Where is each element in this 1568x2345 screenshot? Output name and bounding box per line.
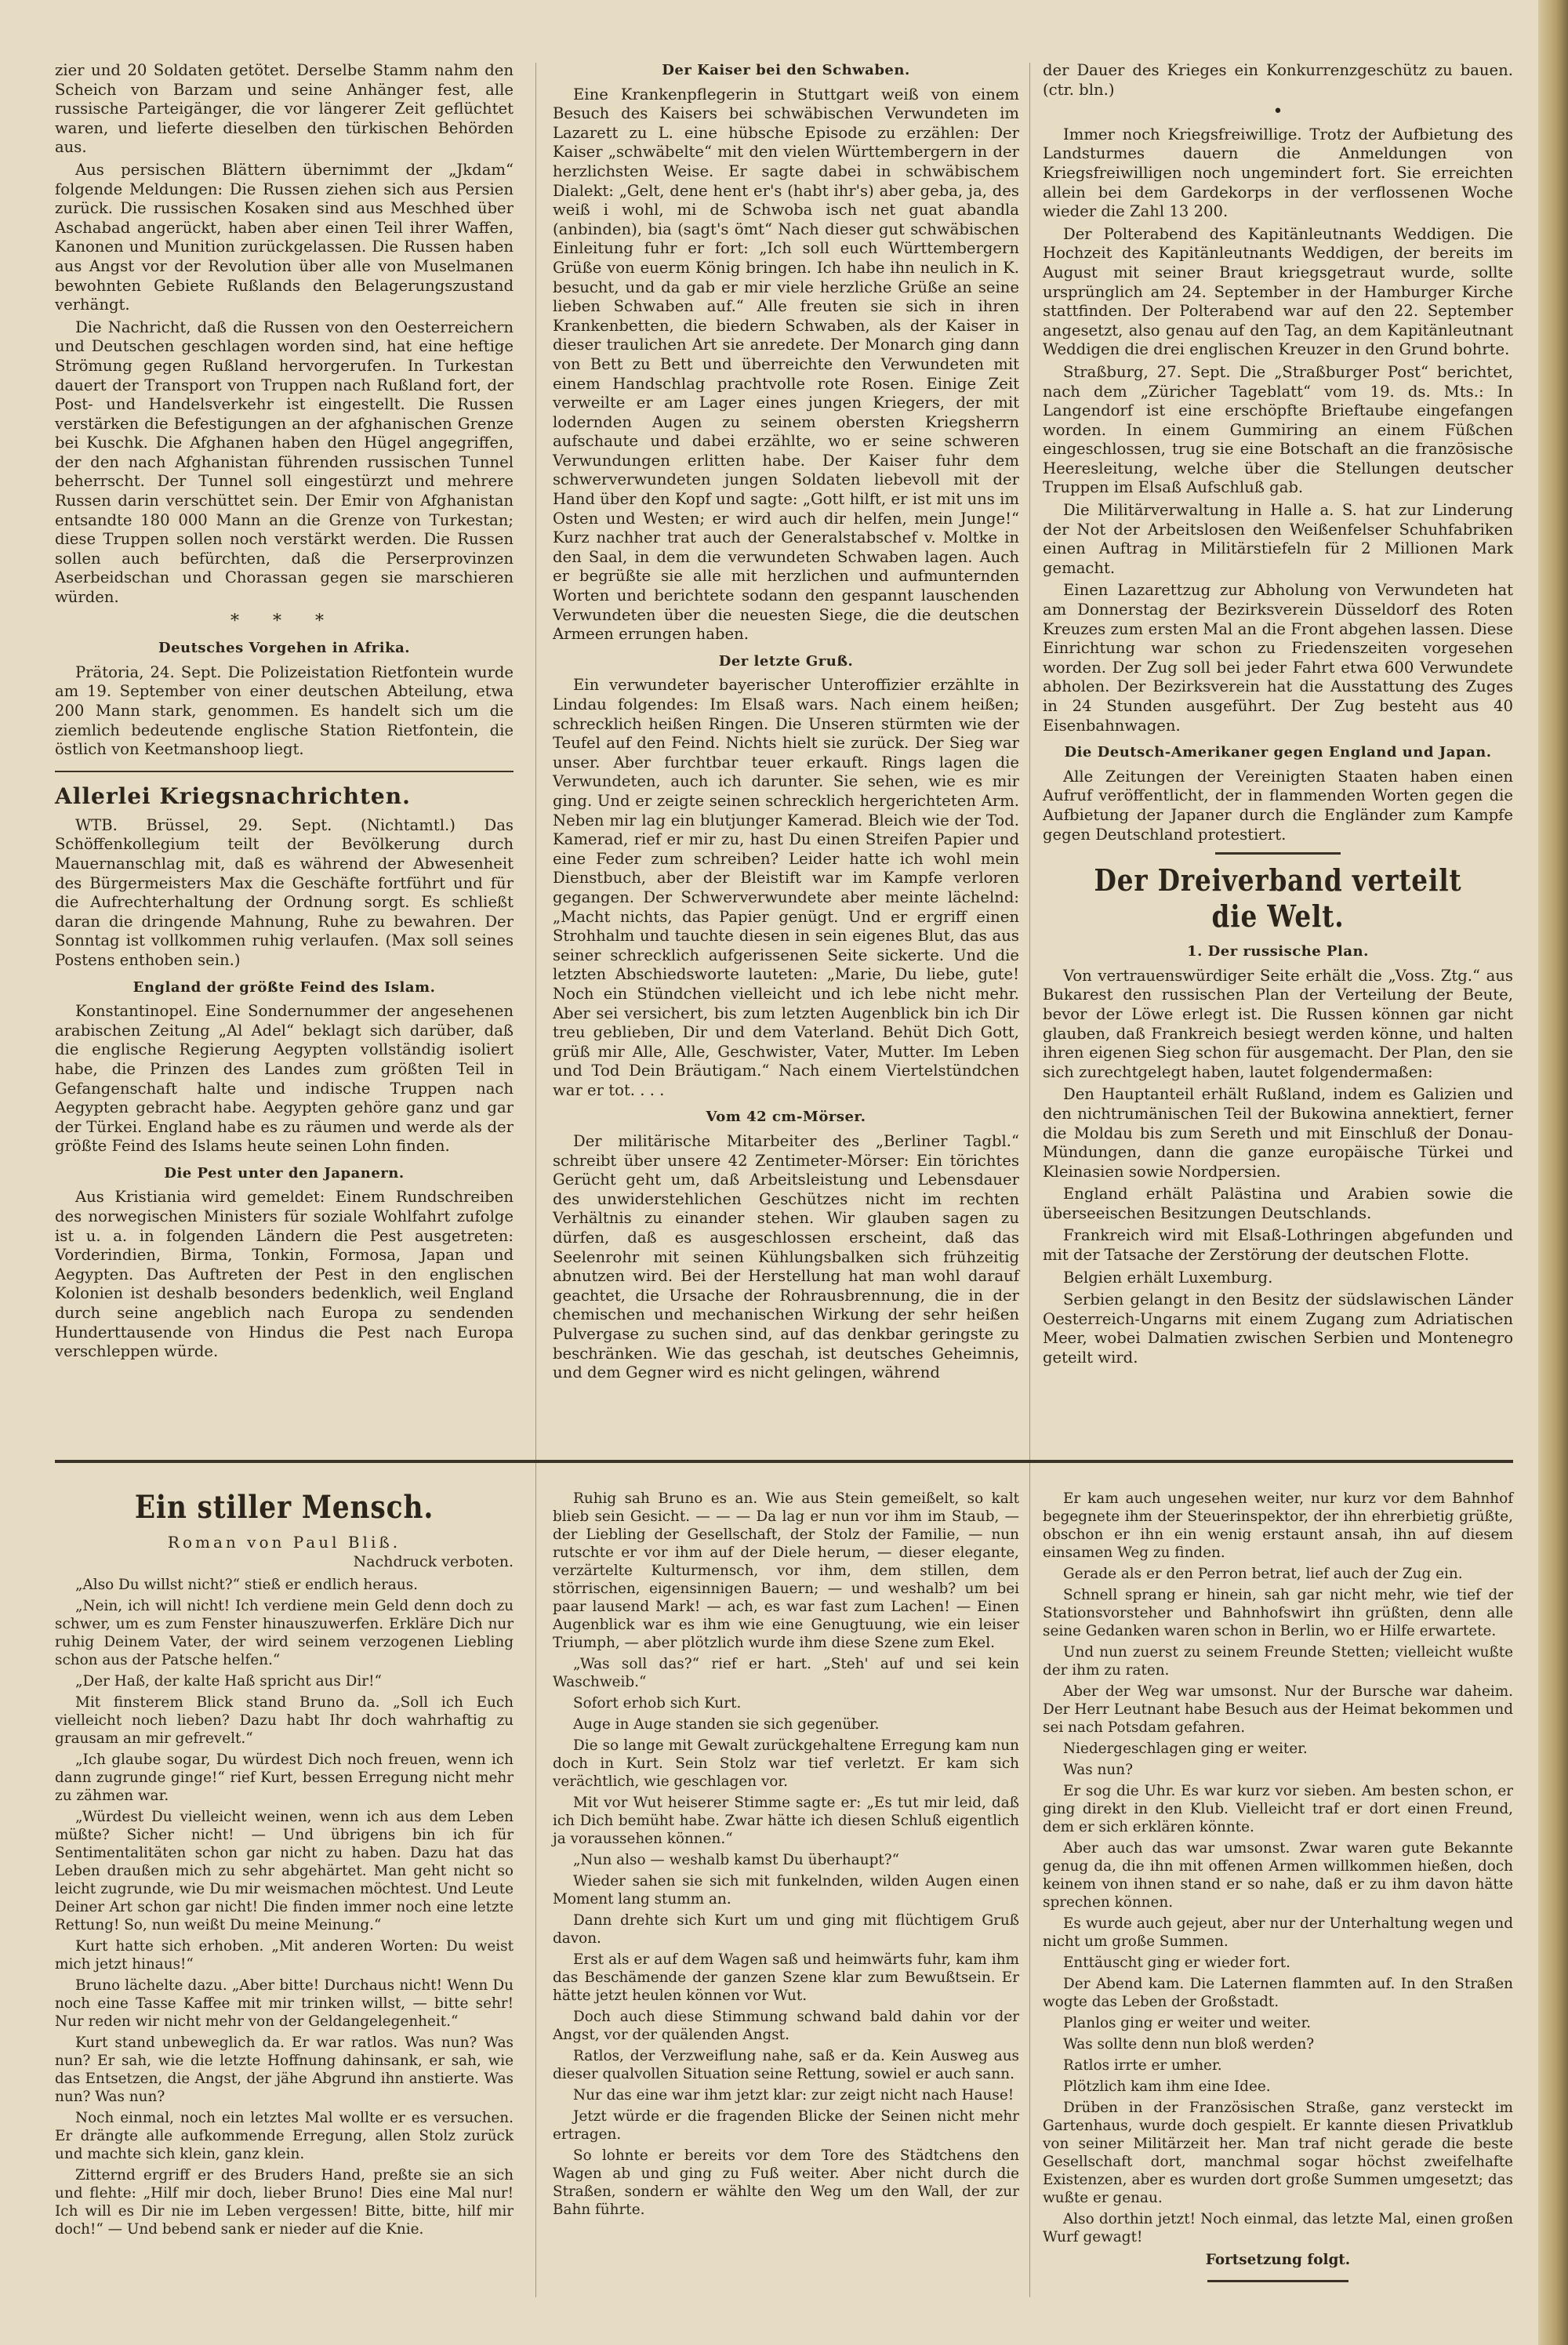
paragraph: Mit vor Wut heiserer Stimme sagte er: „Es tut mir leid, daß ich Dich bemüht habe. Zwar hätte ich diesen Schluß eigentlich ja voraussehen können.“ (553, 1795, 1019, 1847)
paragraph: Erst als er auf dem Wagen saß und heimwärts fuhr, kam ihm das Beschämende der ganzen Szene klar zum Bewußtsein. Er hätte jetzt heulen können vor Wut. (553, 1951, 1019, 2004)
continuation-note: Fortsetzung folgt. (1205, 2252, 1351, 2268)
paragraph: WTB. Brüssel, 29. Sept. (Nichtamtl.) Das Schöffenkollegium teilt der Bevölkerung durch Mauernanschlag mit, daß es während der Abwesenheit des Bürgermeisters Max die Geschäfte fortführt und für die Aufrechterhaltung der Ordnung sorgt. Es schließt daran die dringende Mahnung, Ruhe zu bewahren. Der Sonntag ist vollkommen ruhig verlaufen. (Max soll seines Postens enthoben sein.) (55, 815, 514, 969)
paragraph: Doch auch diese Stimmung schwand bald dahin vor der Angst, vor der quälenden Angst. (553, 2009, 1019, 2043)
paragraph: Auge in Auge standen sie sich gegenüber. (573, 1716, 880, 1733)
roman-column-2 (553, 1490, 1019, 2222)
paragraph: Immer noch Kriegsfreiwillige. Trotz der Aufbietung des Landsturmes dauern die Anmeldungen von Kriegsfreiwilligen noch ungemindert fort. Sie erreichten allein bei dem Gardekorps in der verflossenen Woche wieder die Zahl 13 200. (1043, 125, 1513, 221)
paragraph: „Nun also — weshalb kamst Du überhaupt?“ (573, 1852, 899, 1868)
paragraph: Aber der Weg war umsonst. Nur der Bursche war daheim. Der Herr Leutnant habe Besuch aus der Heimat bekommen und sei nach Potsdam gefahren. (1043, 1683, 1513, 1736)
heading-allerlei: Allerlei Kriegsnachrichten. (55, 782, 411, 809)
paragraph: Ratlos irrte er umher. (1063, 2057, 1222, 2074)
paragraph: Es wurde auch gejeut, aber nur der Unterhaltung wegen und nicht um große Summen. (1043, 1915, 1513, 1950)
paragraph: Belgien erhält Luxemburg. (1063, 1268, 1273, 1287)
paragraph: Mit finsterem Blick stand Bruno da. „Soll ich Euch vielleicht noch lieben? Dazu habt Ihr doch wahrhaftig zu grausam an mir gefrevelt.“ (55, 1694, 514, 1747)
paragraph: Aber auch das war umsonst. Zwar waren gute Bekannte genug da, die ihn mit offenen Armen willkommen hießen, doch keinem von ihnen stand er so nahe, daß er zu ihm davon hätte sprechen können. (1043, 1840, 1513, 1911)
paragraph: Eine Krankenpflegerin in Stuttgart weiß von einem Besuch des Kaisers bei schwäbischen Verwundeten im Lazarett zu L. eine hübsche Episode zu erzählen: Der Kaiser „schwäbelte“ mit den vielen Württembergern in der herzlichsten Weise. Er sagte dabei in schwäbischem Dialekt: „Gelt, dene hent er's (habt ihr's) aber geba, ja, des weiß i wohl, mi de Schwoba isch net guat abandla (anbinden), bia (sagt's ömt“ Nach dieser gut schwäbischen Einleitung fuhr er fort: „Ich soll euch Württembergern Grüße von euerm König bringen. Ich habe ihn neulich in K. besucht, und da gab er mir viele herzliche Grüße an seine lieben Schwaben auf.“ Alle freuten sie sich in ihren Krankenbetten, die biedern Schwaben, als der Kaiser in dieser traulichen Art sie anredete. Der Monarch ging dann von Bett zu Bett und überreichte den Verwundeten mit einem Handschlag prachtvolle rote Rosen. Einige Zeit verweilte er am Lager eines jungen Kriegers, der mit lodernden Augen zu seinem obersten Kriegsherrn aufschaute und dabei erzählte, wo er seine schweren Verwundungen erlitten habe. Der Kaiser fuhr dem schwerverwundeten jungen Soldaten liebevoll mit der Hand über den Kopf und sagte: „Gott hilft, er ist mit uns im Osten und Westen; er wird auch dir helfen, mein Junge!“ Kurz nachher trat auch der Generalstabschef v. Moltke in den Saal, in dem die verwundeten Schwaben lagen. Auch er begrüßte sie alle mit herzlichen und aufmunternden Worten und berichtete sodann den gespannt lauschenden Verwundeten über die neuesten Siege, die die deutschen Armeen errungen haben. (553, 85, 1019, 644)
column-2 (553, 61, 1019, 1386)
reprint-note: Nachdruck verboten. (353, 1553, 514, 1570)
paragraph: So lohnte er bereits vor dem Tore des Städtchens den Wagen ab und ging zu Fuß weiter. Aber nicht durch die Straßen, sondern er wählte den Weg um den Wall, der zur Bahn führte. (553, 2147, 1019, 2218)
paragraph: Drüben in der Französischen Straße, ganz versteckt im Gartenhaus, wurde doch gespielt. Er kannte diesen Privatklub von seiner Militärzeit her. Man traf nicht gerade die beste Gesellschaft dort, manchmal sogar höchst zweifelhafte Existenzen, aber es wurden dort große Summen umgesetzt; das wußte er genau. (1043, 2100, 1513, 2206)
paragraph: Ein verwundeter bayerischer Unteroffizier erzählte in Lindau folgendes: Im Elsaß wars. Nach einem heißen; schrecklich heißen Ringen. Die Unseren stürmten wie der Teufel auf den Feind. Nichts hielt sie zurück. Der Sieg war unser. Aber furchtbar teuer erkauft. Rings lagen die Verwundeten, auch ich darunter. Sie sehen, wie es mir ging. Und er zeigte seinen schrecklich hergerichteten Arm. Neben mir lag ein blutjunger Kamerad. Bleich wie der Tod. Kamerad, rief er mir zu, hast Du einen Streifen Papier und eine Feder zum schreiben? Leider hatte ich wohl mein Dienstbuch, aber der Bleistift war im Kampfe verloren gegangen. Der Schwerverwundete aber meinte lächelnd: „Macht nichts, das Papier genügt. Und er ergriff einen Strohhalm und tauchte diesen in sein eigenes Blut, das aus seiner schrecklich aufgerissenen Seite sickerte. Und die letzten Abschiedsworte lauteten: „Marie, Du liebe, gute! Noch ein Stündchen vielleicht und ich lebe nicht mehr. Aber sei versichert, bis zum letzten Augenblick bin ich Dir treu geblieben, Dir und dem Vaterland. Behüt Dich Gott, grüß mir Alle, Alle, Geschwister, Vater, Mutter. Im Leben und Tod Dein Bräutigam.“ Nach einem Viertelstündchen war er tot. . . . (553, 676, 1019, 1099)
subheading-gruss: Der letzte Gruß. (718, 652, 854, 670)
paragraph: Kurt hatte sich erhoben. „Mit anderen Worten: Du weist mich jetzt hinaus!“ (55, 1938, 514, 1973)
paragraph: Dann drehte sich Kurt um und ging mit flüchtigem Gruß davon. (553, 1912, 1019, 1947)
paragraph: Ruhig sah Bruno es an. Wie aus Stein gemeißelt, so kalt blieb sein Gesicht. — — — Da lag er nun vor ihm im Staub, — der Liebling der Gesellschaft, der Stolz der Familie, — nun rutschte er vor ihm auf der Diele herum, — dieser elegante, verzärtelte Kulturmensch, vor ihm, dem stillen, dem störrischen, eigensinnigen Bauern; — und weshalb? um bei paar lausend Mark! — ach, es war fast zum Lachen! — Einen Augenblick war es ihm wie eine Genugtuung, wie ein leiser Triumph, — aber plötzlich wurde ihm diese Szene zum Ekel. (553, 1490, 1019, 1651)
paragraph: Er kam auch ungesehen weiter, nur kurz vor dem Bahnhof begegnete ihm der Steuerinspektor, der ihn ehrerbietig grüßte, obschon er ihn ein wenig erstaunt ansah, ihn auf diesem einsamen Weg zu finden. (1043, 1490, 1513, 1561)
paragraph: Die Militärverwaltung in Halle a. S. hat zur Linderung der Not der Arbeitslosen den Weißenfelser Schuhfabriken einen Auftrag in Militärstiefeln für 2 Millionen Mark gemacht. (1043, 501, 1513, 577)
paragraph: zier und 20 Soldaten getötet. Derselbe Stamm nahm den Scheich von Barzam und seine Anhänger fest, alle russische Parteigänger, die vor längerer Zeit geflüchtet waren, und lieferte dieselben den türkischen Behörden aus. (55, 61, 514, 157)
roman-column-3 (1043, 1490, 1513, 2287)
paragraph: Nur das eine war ihm jetzt klar: zur zeigt nicht nach Hause! (573, 2087, 1014, 2104)
paragraph: Von vertrauenswürdiger Seite erhält die „Voss. Ztg.“ aus Bukarest den russischen Plan der Verteilung der Beute, bevor der Löwe erlegt ist. Die Russen können gar nicht glauben, daß Frankreich besiegt werden könne, und halten ihren eigenen Sieg schon für ausgemacht. Der Plan, den sie sich zurechtgelegt haben, lautet folgendermaßen: (1043, 966, 1513, 1081)
paragraph: Einen Lazarettzug zur Abholung von Verwundeten hat am Donnerstag der Bezirksverein Düsseldorf des Roten Kreuzes zum ersten Mal an die Front abgehen lassen. Diese Einrichtung war schon zu Friedenszeiten vorgesehen worden. Der Zug soll bei jeder Fahrt etwa 600 Verwundete abholen. Der Bezirksverein hat die Ausstattung des Zuges in 24 Stunden ausgeführt. Der Zug besteht aus 40 Eisenbahnwagen. (1043, 581, 1513, 735)
paragraph: Aus Kristiania wird gemeldet: Einem Rundschreiben des norwegischen Ministers für soziale Wohlfahrt zufolge ist u. a. in folgenden Ländern die Pest ausgetreten: Vorderindien, Birma, Tonkin, Formosa, Japan und Aegypten. Das Auftreten der Pest in den englischen Kolonien ist deshalb besonders bedenklich, weil England durch seine angeblich nach Europa zu sendenden Hunderttausende von Hindus die Pest nach Europa verschleppen würde. (55, 1188, 514, 1361)
subheading-plan: 1. Der russische Plan. (1187, 943, 1369, 960)
paragraph: „Also Du willst nicht?“ stieß er endlich heraus. (75, 1577, 419, 1593)
paragraph: „Der Haß, der kalte Haß spricht aus Dir!“ (75, 1673, 382, 1690)
subheading-england: England der größte Feind des Islam. (132, 978, 436, 996)
paragraph: Wieder sahen sie sich mit funkelnden, wilden Augen einen Moment lang stumm an. (553, 1873, 1019, 1908)
subheading-afrika: Deutsches Vorgehen in Afrika. (158, 640, 411, 657)
paragraph: Plötzlich kam ihm eine Idee. (1063, 2078, 1271, 2095)
subheading-kaiser: Der Kaiser bei den Schwaben. (662, 62, 910, 78)
paragraph: Die Nachricht, daß die Russen von den Oesterreichern und Deutschen geschlagen worden sind, hat eine heftige Strömung gegen Rußland hervorgerufen. In Turkestan dauert der Transport von Truppen nach Rußland fort, der Post- und Handelsverkehr ist eingestellt. Die Russen verstärken die Befestigungen an der afghanischen Grenze bei Kuschk. Die Afghanen haben den Hügel angegriffen, der den nach Afghanistan führenden russischen Tunnel beherrscht. Der Tunnel soll eingestürzt und mehrere Russen darin verschüttet sein. Der Emir von Afghanistan entsandte 180 000 Mann an die Grenze von Turkestan; diese Truppen sollen noch verstärkt werden. Die Russen sollen auch befürchten, daß die Perserprovinzen Aserbeidschan und Chorassan gegen sie marschieren würden. (55, 318, 514, 607)
paragraph: Die so lange mit Gewalt zurückgehaltene Erregung kam nun doch in Kurt. Sein Stolz war tief verletzt. Er kam sich verächtlich, wie geschlagen vor. (553, 1737, 1019, 1790)
paragraph: Bruno lächelte dazu. „Aber bitte! Durchaus nicht! Wenn Du noch eine Tasse Kaffee mit mir trinken willst, — bitte sehr! Nur reden wir nicht mehr von der Geldangelegenheit.“ (55, 1977, 514, 2030)
paragraph: Er sog die Uhr. Es war kurz vor sieben. Am besten schon, er ging direkt in den Klub. Vielleicht traf er dort einen Freund, dem er sich erklären könnte. (1043, 1783, 1513, 1835)
column-rule-2 (1029, 63, 1030, 2297)
paragraph: Alle Zeitungen der Vereinigten Staaten haben einen Aufruf veröffentlicht, der in flammenden Worten gegen die Aufbietung der Japaner durch die Engländer zum Kampfe gegen Deutschland protestiert. (1043, 767, 1513, 844)
roman-title: Ein stiller Mensch. (134, 1489, 434, 1526)
paragraph: Noch einmal, noch ein letztes Mal wollte er es versuchen. Er drängte alle aufkommende Erregung, allen Stolz zurück und machte sich klein, ganz klein. (55, 2110, 514, 2162)
subheading-moerser: Vom 42 cm-Mörser. (706, 1109, 866, 1126)
paragraph: Der militärische Mitarbeiter des „Berliner Tagbl.“ schreibt über unsere 42 Zentimeter-Mörser: Ein törichtes Gerücht geht um, daß Arbeitsleistung und Lebensdauer des unwiderstehlichen Geschützes nicht im rechten Verhältnis zu einander stehen. Wir glauben sagen zu dürfen, daß es ausgeschlossen erscheint, daß das Seelenrohr mit seinen Kühlungsbalken sich frühzeitig abnutzen wird. Bei der Herstellung hat man wohl darauf geachtet, die Ursache der Rohrausbrennung, die in der chemischen und mechanischen Wirkung der sehr heißen Pulvergase zu suchen sind, auf das denkbar geringste zu beschränken. Wie das geschah, ist deutsches Geheimnis, und dem Gegner wird es nicht gelingen, während (553, 1132, 1019, 1382)
subheading-amerika: Die Deutsch-Amerikaner gegen England und Japan. (1064, 744, 1492, 761)
paragraph: Planlos ging er weiter und weiter. (1063, 2015, 1312, 2031)
paragraph: Niedergeschlagen ging er weiter. (1063, 1741, 1308, 1757)
heading-dreiverband: Der Dreiverband verteilt die Welt. (1094, 862, 1462, 935)
subheading-pest: Die Pest unter den Japanern. (164, 1164, 405, 1182)
paragraph: Prätoria, 24. Sept. Die Polizeistation Rietfontein wurde am 19. September von einer deutschen Abteilung, etwa 200 Mann stark, genommen. Es handelt sich um die ziemlich bedeutende englische Station Rietfontein, die östlich von Keetmanshoop liegt. (55, 662, 514, 759)
paragraph: Frankreich wird mit Elsaß-Lothringen abgefunden und mit der Tatsache der Zerstörung der deutschen Flotte. (1043, 1226, 1513, 1265)
paragraph: England erhält Palästina und Arabien sowie die überseeischen Besitzungen Deutschlands. (1043, 1185, 1513, 1222)
paragraph: Also dorthin jetzt! Noch einmal, das letzte Mal, einen großen Wurf gewagt! (1043, 2211, 1513, 2245)
column-rule-1 (535, 63, 536, 2297)
column-1 (55, 61, 514, 1365)
paragraph: Konstantinopel. Eine Sondernummer der angesehenen arabischen Zeitung „Al Adel“ beklagt sich darüber, daß die englische Regierung Aegypten vollständig isoliert habe, die Prinzen des Landes zum größten Teil in Gefangenschaft halte und indische Truppen nach Aegypten gebracht habe. Aegypten gehöre ganz und gar der Türkei. England habe es zu räumen und werde als der größte Feind des Islams heute seinen Lohn finden. (55, 1002, 514, 1156)
page-edge (1538, 0, 1568, 2345)
paragraph: Der Abend kam. Die Laternen flammten auf. In den Straßen wogte das Leben der Großstadt. (1043, 1976, 1513, 2010)
paragraph: Der Polterabend des Kapitänleutnants Weddigen. Die Hochzeit des Kapitänleutnants Weddigen, der bereits im August mit seiner Braut kriegsgetraut wurde, sollte ursprünglich am 24. September in der Hamburger Kirche stattfinden. Der Polterabend war auf den 22. September angesetzt, also genau auf den Tag, an dem Kapitänleutnant Weddigen die drei englischen Kreuzer in den Grund bohrte. (1043, 224, 1513, 359)
separator-stars: * * * (230, 611, 338, 631)
paragraph: Den Hauptanteil erhält Rußland, indem es Galizien und den nichtrumänischen Teil der Bukowina annektiert, ferner die Moldau bis zum Sereth und mit Einschluß der Donau-Mündungen, dann die ganze europäische Türkei und Kleinasien sowie Nordpersien. (1043, 1085, 1513, 1181)
short-rule (1215, 852, 1341, 855)
paragraph: Enttäuscht ging er wieder fort. (1063, 1955, 1291, 1971)
paragraph: Was nun? (1063, 1762, 1133, 1778)
roman-byline: Roman von Paul Bliß. (167, 1533, 401, 1552)
paragraph: der Dauer des Krieges ein Konkurrenzgeschütz zu bauen. (ctr. bln.) (1043, 61, 1513, 99)
paragraph: Aus persischen Blättern übernimmt der „Jkdam“ folgende Meldungen: Die Russen ziehen sich aus Persien zurück. Die russischen Kosaken sind aus Meschhed über Aschabad angerückt, haben aber einen Teil ihrer Waffen, Kanonen und Munition zurückgelassen. Die Russen haben aus Angst vor der Revolution über alle von Muselmanen bewohnten Gebiete Rußlands den Belagerungszustand verhängt. (55, 160, 514, 314)
roman-column-1 (55, 1490, 514, 2242)
separator-dot: • (1272, 102, 1283, 122)
paragraph: „Was soll das?“ rief er hart. „Steh' auf und sei kein Waschweib.“ (553, 1656, 1019, 1690)
paragraph: Ratlos, der Verzweiflung nahe, saß er da. Kein Ausweg aus dieser qualvollen Situation seine Rettung, sowiel er auch sann. (553, 2048, 1019, 2082)
paragraph: Zitternd ergriff er des Bruders Hand, preßte sie an sich und flehte: „Hilf mir doch, lieber Bruno! Dies eine Mal nur! Ich will es Dir nie im Leben vergessen! Bitte, bitte, hilf mir doch!“ — Und bebend sank er nieder auf die Knie. (55, 2167, 514, 2238)
paragraph: Straßburg, 27. Sept. Die „Straßburger Post“ berichtet, nach dem „Züricher Tageblatt“ vom 19. ds. Mts.: In Langendorf ist eine erschöpfte Brieftaube eingefangen worden. In einem Gummiring an einem Füßchen eingeschlossen, trug sie eine Botschaft an die französische Heeresleitung, welche über die Stellungen deutscher Truppen im Elsaß Aufschluß gab. (1043, 362, 1513, 497)
paragraph: Gerade als er den Perron betrat, lief auch der Zug ein. (1063, 1566, 1463, 1582)
paragraph: Kurt stand unbeweglich da. Er war ratlos. Was nun? Was nun? Er sah, wie die letzte Hoffnung dahinsank, er sah, wie das Entsetzen, die Angst, der jähe Abgrund ihn anstierte. Was nun? Was nun? (55, 2035, 514, 2105)
paragraph: Schnell sprang er hinein, sah gar nicht mehr, wie tief der Stationsvorsteher und Bahnhofswirt ihn grüßten, denn alle seine Gedanken waren schon in Berlin, wo er Hilfe erwartete. (1043, 1587, 1513, 1639)
column-3 (1043, 61, 1513, 1371)
paragraph: „Ich glaube sogar, Du würdest Dich noch freuen, wenn ich dann zugrunde ginge!“ rief Kurt, bessen Erregung nicht mehr zu zähmen war. (55, 1751, 514, 1804)
paragraph: Sofort erhob sich Kurt. (573, 1695, 742, 1712)
section-divider (55, 771, 514, 772)
paragraph: Jetzt würde er die fragenden Blicke der Seinen nicht mehr ertragen. (553, 2108, 1019, 2143)
paragraph: „Würdest Du vielleicht weinen, wenn ich aus dem Leben müßte? Sicher nicht! — Und übrigens bin ich für Sentimentalitäten schon gar nicht zu haben. Dazu hat das Leben draußen mich zu sehr abgehärtet. Man geht nicht so leicht zugrunde, wie Du mir weismachen möchtest. Und Leute Deiner Art schon gar nicht! Die finden immer noch eine letzte Rettung! So, nun weißt Du meine Meinung.“ (55, 1809, 514, 1933)
paragraph: Und nun zuerst zu seinem Freunde Stetten; vielleicht wußte der ihm zu raten. (1043, 1644, 1513, 1679)
paragraph: Was sollte denn nun bloß werden? (1063, 2036, 1315, 2053)
feuilleton-divider (55, 1460, 1513, 1463)
paragraph: Serbien gelangt in den Besitz der südslawischen Länder Oesterreich-Ungarns mit einem Zugang zum Adriatischen Meer, wobei Dalmatien zwischen Serbien und Montenegro geteilt wird. (1043, 1290, 1513, 1367)
end-rule (1207, 2280, 1348, 2282)
paragraph: „Nein, ich will nicht! Ich verdiene mein Geld denn doch zu schwer, um es zum Fenster hinauszuwerfen. Erkläre Dich nur ruhig Deinem Vater, der wird seinem verzogenen Liebling schon aus der Patsche helfen.“ (55, 1598, 514, 1668)
